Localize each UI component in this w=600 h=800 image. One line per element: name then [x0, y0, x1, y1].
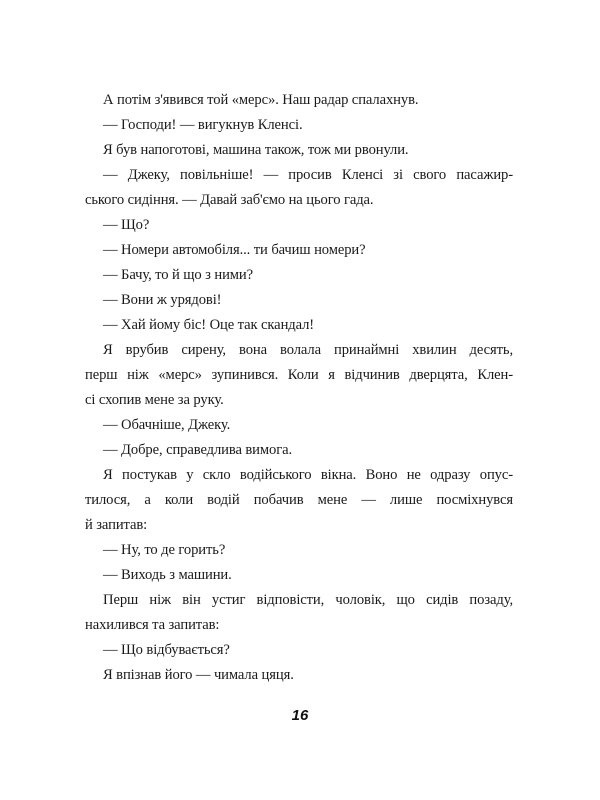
text-line: — Ну, то де горить?: [103, 542, 226, 558]
text-line: перш ніж «мерс» зупинився. Коли я відчинив дверцята, Клен-: [85, 367, 513, 383]
text-line: — Вони ж урядові!: [103, 292, 222, 308]
text-line: — Обачніше, Джеку.: [103, 417, 231, 433]
text-line: — Що відбувається?: [103, 642, 230, 658]
text-line: — Номери автомобіля... ти бачиш номери?: [103, 242, 366, 258]
text-line: тилося, а коли водій побачив мене — лише посміхнувся: [85, 492, 513, 508]
text-line: ського сидіння. — Давай заб'ємо на цього гада.: [85, 192, 374, 208]
text-line: — Виходь з машини.: [103, 567, 232, 583]
page-number: 16: [291, 707, 309, 724]
text-line: — Добре, справедлива вимога.: [103, 442, 293, 458]
text-line: Я врубив сирену, вона волала принаймні хвилин десять,: [103, 342, 513, 358]
text-line: Перш ніж він устиг відповісти, чоловік, що сидів позаду,: [103, 592, 513, 608]
text-line: — Бачу, то й що з ними?: [103, 267, 254, 283]
text-line: А потім з'явився той «мерс». Наш радар спалахнув.: [103, 92, 419, 108]
text-line: й запитав:: [85, 517, 148, 533]
text-line: Я був напоготові, машина також, тож ми рвонули.: [103, 142, 409, 158]
text-line: — Джеку, повільніше! — просив Кленсі зі свого пасажир-: [103, 167, 513, 183]
text-line: — Хай йому біс! Оце так скандал!: [103, 317, 315, 333]
text-line: Я впізнав його — чимала цяця.: [103, 667, 294, 683]
text-line: сі схопив мене за руку.: [85, 392, 224, 408]
book-page-text: [85, 88, 513, 688]
text-line: Я постукав у скло водійського вікна. Воно не одразу опус-: [103, 467, 513, 483]
text-line: — Що?: [103, 217, 150, 233]
text-line: — Господи! — вигукнув Кленсі.: [103, 117, 303, 133]
text-line: нахилився та запитав:: [85, 617, 220, 633]
